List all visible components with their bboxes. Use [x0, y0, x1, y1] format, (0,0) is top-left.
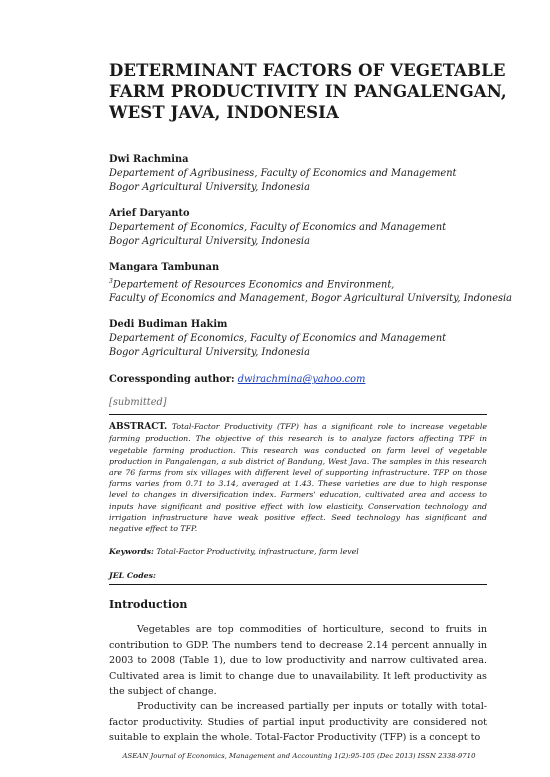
author-affiliation — [109, 275, 487, 292]
title-line: WEST JAVA, INDONESIA — [109, 103, 339, 122]
author-block — [109, 207, 487, 249]
author-affiliation: Bogor Agricultural University, Indonesia — [109, 347, 310, 359]
jel-codes: JEL Codes: — [109, 571, 156, 581]
author-block — [109, 261, 513, 306]
author-name: Dwi Rachmina — [109, 154, 189, 165]
paragraph: Vegetables are top commodities of horticulture, second to fruits in contribution to GDP. The numbers tend to decrease 2.14 percent annually in 2003 to 2008 (Table 1), due to low productivity and narrow cultivated area. Cultivated area is limit to change due to unavailability. It left productivity as the subject of change. — [109, 624, 487, 697]
corresponding-label: Coressponding author: — [109, 374, 235, 386]
section-heading: Introduction — [109, 598, 188, 612]
author-affiliation: Bogor Agricultural University, Indonesia — [109, 182, 310, 193]
title-line: DETERMINANT FACTORS OF VEGETABLE — [109, 61, 506, 80]
author-name: Arief Daryanto — [109, 208, 190, 219]
author-name: Mangara Tambunan — [109, 262, 220, 273]
author-affiliation: Departement of Economics, Faculty of Economics and Management — [109, 222, 447, 233]
corresponding-author — [109, 374, 487, 385]
abstract-label: ABSTRACT. — [109, 422, 168, 433]
affiliation-superscript: 3 — [109, 278, 113, 285]
author-affiliation: Departement of Economics, Faculty of Economics and Management — [109, 333, 447, 345]
abstract — [109, 421, 487, 534]
affiliation-text: Departement of Resources Economics and Environment, — [112, 279, 395, 291]
author-name: Dedi Budiman Hakim — [109, 319, 228, 331]
author-affiliation: Departement of Agribusiness, Faculty of Economics and Management — [109, 168, 457, 179]
author-block — [109, 318, 487, 360]
keywords-text: Total-Factor Productivity, infrastructure, farm level — [156, 547, 359, 557]
abstract-text: Total-Factor Productivity (TFP) has a significant role to increase vegetable farming production. The objective of this research is to analyze factors affecting TPF in vegetable farming production. This research was conducted on farm level of vegetable production in Pangalengan, a sub district of Bandung, West Java. The samples in this research are 76 farms from six villages with different level of supporting infrastructure. TFP on those farms varies from 0.71 to 3.14, averaged at 1.43. These varieties are due to high response level to changes in diversification index. Farmers' education, cultivated area and access to inputs have significant and positive effect with low elasticity. Conservation technology and irrigation infrastructure have weak positive effect. Seed technology has significant and negative effect to TFP. — [109, 422, 487, 534]
divider — [109, 414, 487, 415]
keywords-label: Keywords: — [109, 547, 154, 557]
submitted-note: [submitted] — [109, 397, 167, 409]
article-title — [109, 60, 507, 123]
author-block — [109, 153, 487, 195]
keywords — [109, 546, 487, 557]
author-affiliation: Bogor Agricultural University, Indonesia — [109, 236, 310, 247]
corresponding-email-link[interactable]: dwirachmina@yahoo.com — [237, 374, 366, 386]
title-line: FARM PRODUCTIVITY IN PANGALENGAN, — [109, 82, 507, 101]
article-page — [109, 60, 513, 746]
body-text — [109, 622, 487, 745]
journal-footer: ASEAN Journal of Economics, Management and Accounting 1(2):95-105 (Dec 2013) ISSN 2338-9710 — [122, 752, 476, 760]
author-affiliation: Faculty of Economics and Management, Bogor Agricultural University, Indonesia — [109, 293, 513, 305]
divider — [109, 584, 487, 585]
paragraph: Productivity can be increased partially per inputs or totally with total-factor productivity. Studies of partial input productivity are considered not suitable to explain the whole. Total-Factor Productivity (TFP) is a concept to — [109, 701, 487, 744]
